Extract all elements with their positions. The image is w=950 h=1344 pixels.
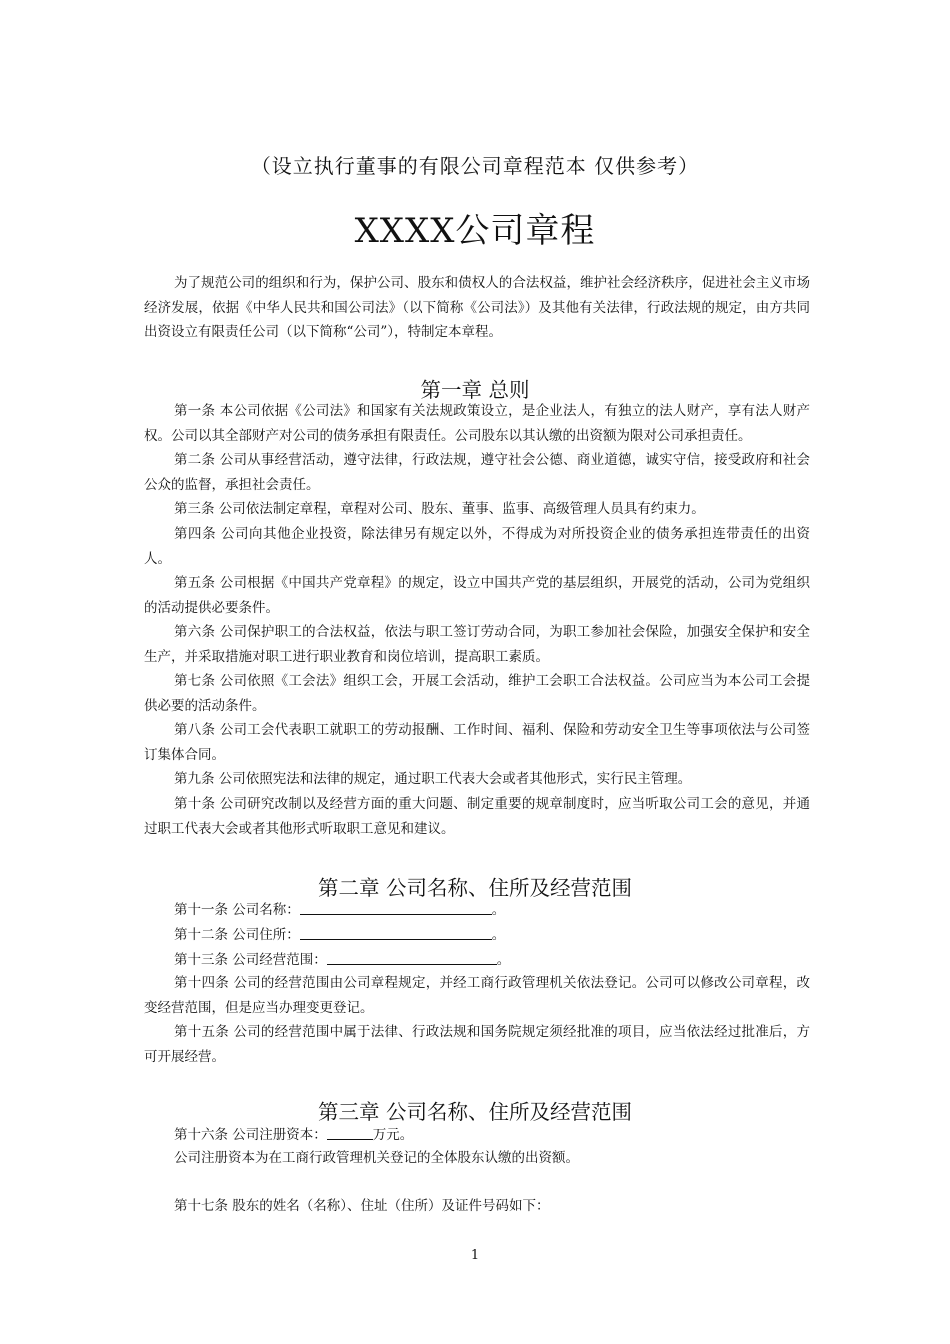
article-5: 第五条 公司根据《中国共产党章程》的规定，设立中国共产党的基层组织，开展党的活动，公司为党组织的活动提供必要条件。 [144, 575, 810, 616]
document-title: XXXX公司章程 [354, 211, 596, 251]
article-3: 第三条 公司依法制定章程，章程对公司、股东、董事、监事、高级管理人员具有约束力。 [174, 501, 705, 517]
company-name-blank[interactable] [300, 900, 492, 915]
article-6: 第六条 公司保护职工的合法权益，依法与职工签订劳动合同，为职工参加社会保险，加强安全保护和安全生产，并采取措施对职工进行职业教育和岗位培训，提高职工素质。 [144, 624, 810, 665]
field-label: 第十三条 公司经营范围： [174, 952, 327, 968]
article-9: 第九条 公司依照宪法和法律的规定，通过职工代表大会或者其他形式，实行民主管理。 [174, 771, 692, 787]
field-label: 第十二条 公司住所： [174, 927, 300, 943]
company-address-field [174, 924, 505, 946]
page-number: 1 [470, 1248, 480, 1263]
business-scope-blank[interactable] [327, 950, 497, 965]
chapter2-heading: 第二章 公司名称、住所及经营范围 [317, 876, 632, 900]
article-17: 第十七条 股东的姓名（名称）、住址（住所）及证件号码如下： [174, 1198, 550, 1214]
company-name-field [174, 899, 505, 921]
template-note: （设立执行董事的有限公司章程范本 仅供参考） [250, 154, 700, 178]
article-4: 第四条 公司向其他企业投资，除法律另有规定以外，不得成为对所投资企业的债务承担连带责任的出资人。 [144, 526, 810, 567]
article-2: 第二条 公司从事经营活动，遵守法律，行政法规，遵守社会公德、商业道德，诚实守信，接受政府和社会公众的监督，承担社会责任。 [144, 452, 810, 493]
field-end: 。 [491, 927, 506, 943]
registered-capital-blank[interactable] [327, 1125, 373, 1140]
business-scope-field [174, 949, 510, 971]
article-10: 第十条 公司研究改制以及经营方面的重大问题、制定重要的规章制度时，应当听取公司工会的意见，并通过职工代表大会或者其他形式听取职工意见和建议。 [144, 796, 810, 837]
article-7: 第七条 公司依照《工会法》组织工会，开展工会活动，维护工会职工合法权益。公司应当为本公司工会提供必要的活动条件。 [144, 673, 810, 714]
field-label: 第十一条 公司名称： [174, 902, 300, 918]
capital-label: 第十六条 公司注册资本： [174, 1127, 327, 1143]
capital-unit: 万元。 [372, 1127, 414, 1143]
field-end: 。 [496, 952, 511, 968]
company-address-blank[interactable] [300, 925, 492, 940]
article-14: 第十四条 公司的经营范围由公司章程规定，并经工商行政管理机关依法登记。公司可以修改公司章程，改变经营范围，但是应当办理变更登记。 [144, 975, 810, 1016]
field-end: 。 [491, 902, 506, 918]
chapter1-heading: 第一章 总则 [420, 378, 530, 402]
registered-capital-field [174, 1124, 413, 1146]
article-8: 第八条 公司工会代表职工就职工的劳动报酬、工作时间、福利、保险和劳动安全卫生等事项依法与公司签订集体合同。 [144, 722, 810, 763]
capital-description: 公司注册资本为在工商行政管理机关登记的全体股东认缴的出资额。 [174, 1150, 579, 1166]
preamble-paragraph: 为了规范公司的组织和行为，保护公司、股东和债权人的合法权益，维护社会经济秩序，促进社会主义市场经济发展，依据《中华人民共和国公司法》（以下简称《公司法》）及其他有关法律，行政法规的规定，由方共同出资设立有限责任公司（以下简称“公司”），特制定本章程。 [144, 275, 810, 340]
article-15: 第十五条 公司的经营范围中属于法律、行政法规和国务院规定须经批准的项目，应当依法经过批准后，方可开展经营。 [144, 1024, 810, 1065]
article-1: 第一条 本公司依据《公司法》和国家有关法规政策设立，是企业法人，有独立的法人财产，享有法人财产权。公司以其全部财产对公司的债务承担有限责任。公司股东以其认缴的出资额为限对公司承担责任。 [144, 403, 810, 444]
chapter3-heading: 第三章 公司名称、住所及经营范围 [317, 1100, 632, 1124]
